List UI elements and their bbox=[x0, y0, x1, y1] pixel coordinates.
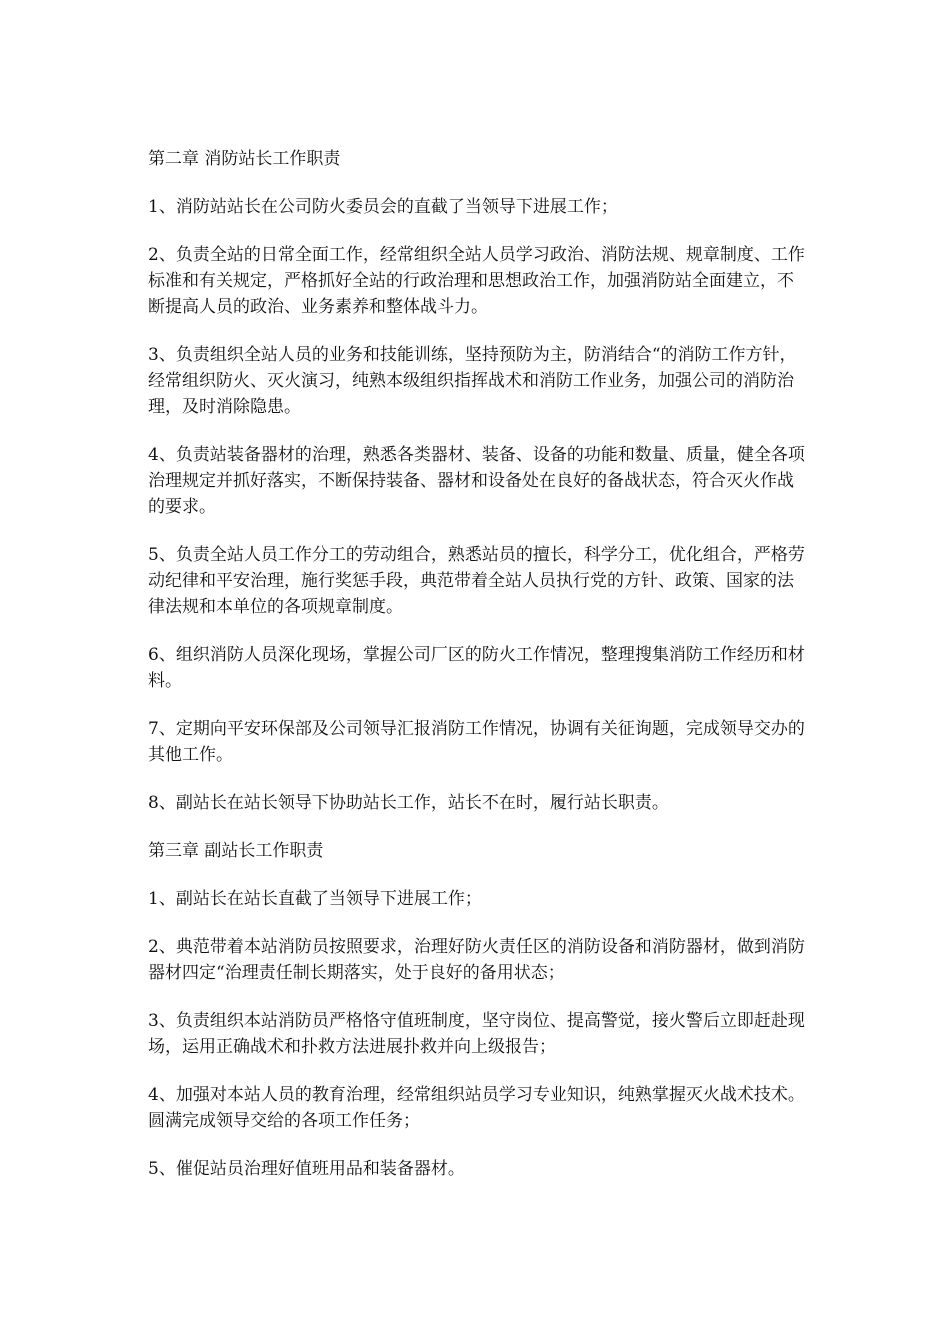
paragraph: 2、负责全站的日常全面工作，经常组织全站人员学习政治、消防法规、规章制度、工作标准和有关规定，严格抓好全站的行政治理和思想政治工作，加强消防站全面建立，不断提高人员的政治、业务素养和整体战斗力。 bbox=[148, 245, 805, 317]
paragraph: 2、典范带着本站消防员按照要求，治理好防火责任区的消防设备和消防器材，做到消防器材四定“治理责任制长期落实，处于良好的备用状态； bbox=[148, 937, 805, 983]
paragraph: 4、加强对本站人员的教育治理，经常组织站员学习专业知识，纯熟掌握灭火战术技术。圆满完成领导交给的各项工作任务； bbox=[148, 1085, 805, 1131]
paragraph: 3、负责组织本站消防员严格恪守值班制度，坚守岗位、提高警觉，接火警后立即赶赴现场，运用正确战术和扑救方法进展扑救并向上级报告； bbox=[148, 1011, 805, 1057]
paragraph: 6、组织消防人员深化现场，掌握公司厂区的防火工作情况，整理搜集消防工作经历和材料。 bbox=[148, 645, 805, 691]
paragraph: 5、负责全站人员工作分工的劳动组合，熟悉站员的擅长，科学分工，优化组合，严格劳动纪律和平安治理，施行奖惩手段，典范带着全站人员执行党的方针、政策、国家的法律法规和本单位的各项规章制度。 bbox=[148, 545, 805, 617]
paragraph: 1、副站长在站长直截了当领导下进展工作； bbox=[148, 889, 482, 909]
paragraph: 3、负责组织全站人员的业务和技能训练，坚持预防为主，防消结合“的消防工作方针，经常组织防火、灭火演习，纯熟本级组织指挥战术和消防工作业务，加强公司的消防治理，及时消除隐患。 bbox=[148, 345, 797, 417]
document-body bbox=[148, 146, 808, 1204]
paragraph: 4、负责站装备器材的治理，熟悉各类器材、装备、设备的功能和数量、质量，健全各项治理规定并抓好落实，不断保持装备、器材和设备处在良好的备战状态，符合灭火作战的要求。 bbox=[148, 445, 805, 517]
section-heading-chapter-2: 第二章 消防站长工作职责 bbox=[148, 149, 341, 169]
paragraph: 8、副站长在站长领导下协助站长工作，站长不在时，履行站长职责。 bbox=[148, 793, 669, 813]
section-heading-chapter-3: 第三章 副站长工作职责 bbox=[148, 841, 324, 861]
paragraph: 5、催促站员治理好值班用品和装备器材。 bbox=[148, 1159, 465, 1179]
paragraph: 1、消防站站长在公司防火委员会的直截了当领导下进展工作； bbox=[148, 197, 618, 217]
paragraph: 7、定期向平安环保部及公司领导汇报消防工作情况，协调有关征询题，完成领导交办的其他工作。 bbox=[148, 719, 805, 765]
